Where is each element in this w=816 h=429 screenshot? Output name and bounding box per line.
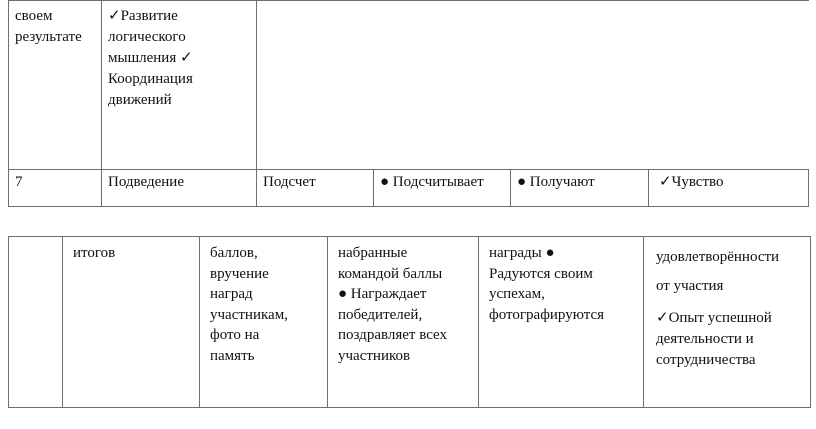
stage-name: Подведение bbox=[108, 174, 184, 190]
table-cell bbox=[479, 237, 644, 408]
table-cell bbox=[644, 237, 811, 408]
top-table bbox=[8, 0, 809, 207]
table-cell bbox=[257, 170, 374, 207]
empty-cell bbox=[9, 237, 62, 243]
experience-text: ✓Опыт успешной деятельности и сотрудничества bbox=[656, 310, 772, 368]
table-cell bbox=[102, 1, 257, 170]
teacher-action: ● Подсчитывает bbox=[380, 174, 484, 190]
result-continuation bbox=[644, 237, 810, 371]
table-cell bbox=[328, 237, 479, 408]
table-row bbox=[9, 1, 809, 170]
blank-area bbox=[257, 1, 809, 170]
table-cell bbox=[511, 170, 649, 207]
stage-continuation: итогов bbox=[73, 245, 116, 261]
content-text: Подсчет bbox=[263, 174, 316, 190]
content-continuation: баллов, вручение наград участникам, фото на память bbox=[210, 245, 288, 364]
teacher-action-continuation: набранные командой баллы ● Награждает победителей, поздравляет всех участников bbox=[338, 245, 447, 364]
bottom-table bbox=[8, 236, 811, 408]
table-cell bbox=[9, 237, 63, 408]
satisfaction-text: удовлетворённости от участия bbox=[656, 249, 780, 294]
table-cell bbox=[9, 1, 102, 170]
cell-text-result: своем результате bbox=[15, 8, 82, 45]
table-cell bbox=[9, 170, 102, 207]
student-action-continuation: награды ● Радуются своим успехам, фотографируются bbox=[489, 245, 605, 323]
table-cell bbox=[200, 237, 328, 408]
table-row bbox=[9, 237, 811, 408]
student-action: ● Получают bbox=[517, 174, 595, 190]
table-cell bbox=[63, 237, 200, 408]
table-cell bbox=[374, 170, 511, 207]
row-number: 7 bbox=[15, 174, 23, 190]
result-text: ✓Чувство bbox=[659, 174, 724, 190]
table-cell bbox=[102, 170, 257, 207]
table-row bbox=[9, 170, 809, 207]
cell-text-development: ✓Развитие логического мышления ✓ Координация движений bbox=[108, 8, 193, 108]
table-cell bbox=[649, 170, 809, 207]
